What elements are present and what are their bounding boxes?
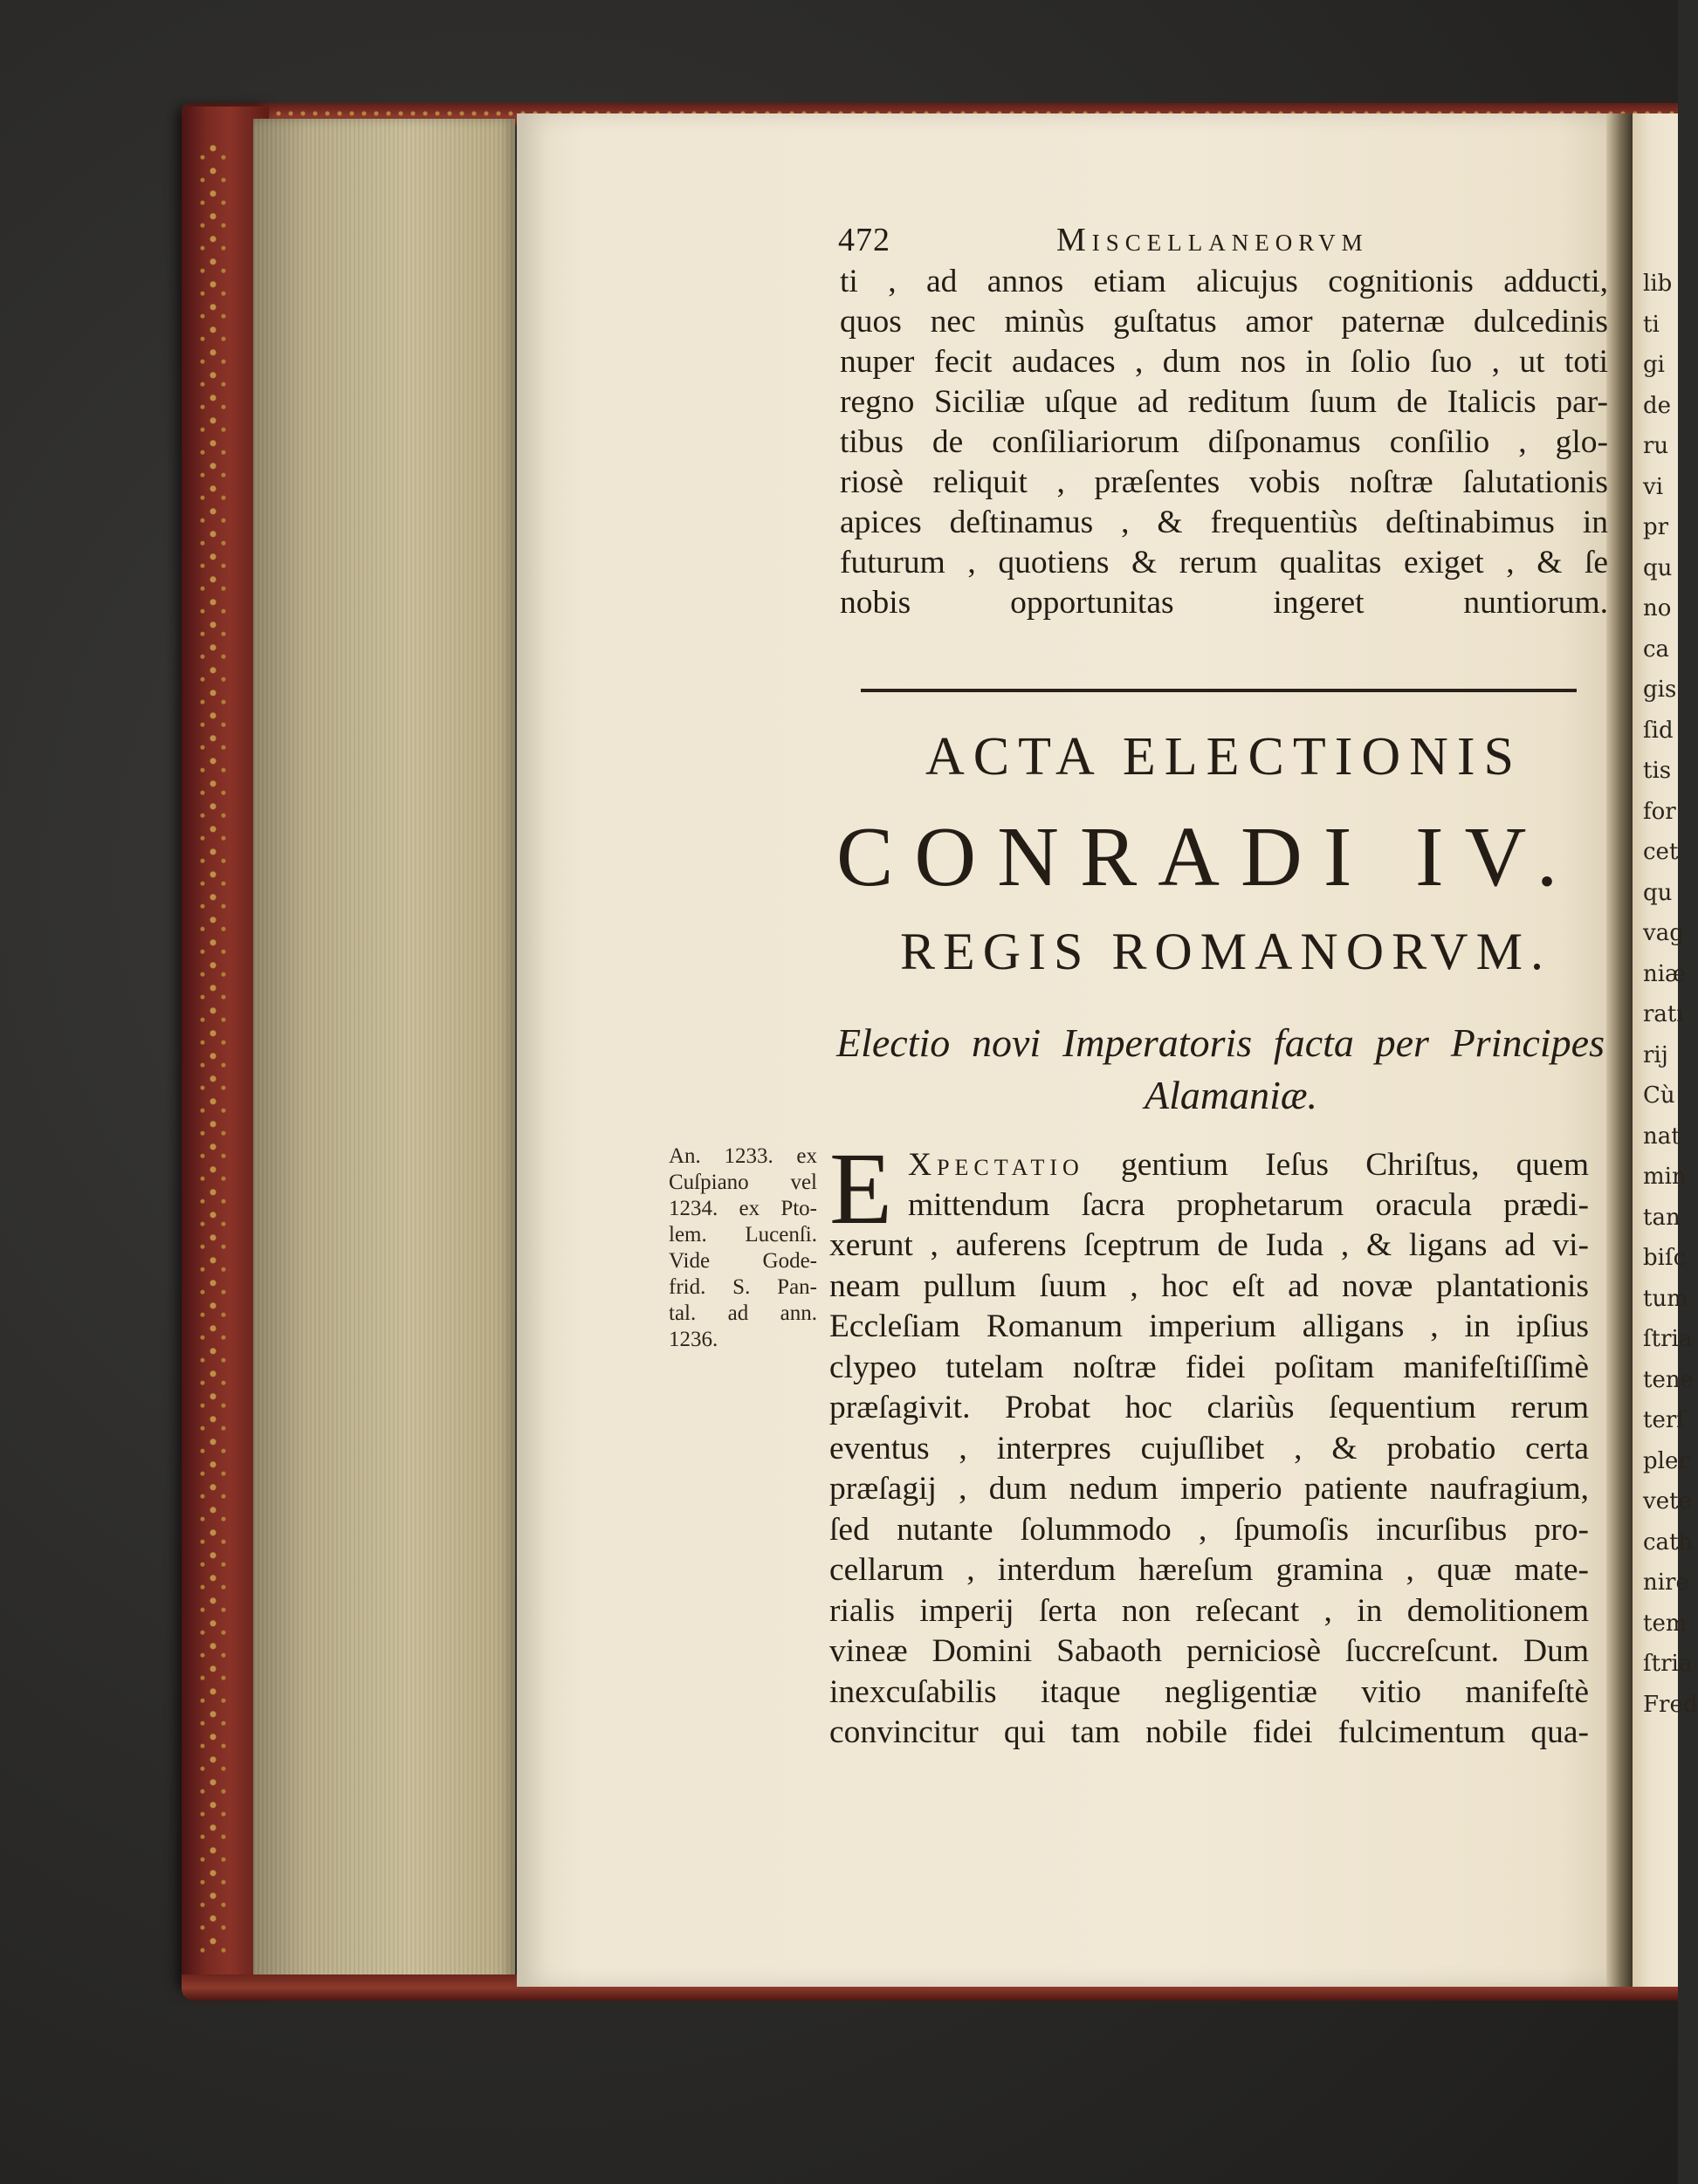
facing-page-fragment: vi	[1643, 473, 1664, 500]
facing-page-fragment: Fred	[1643, 1691, 1698, 1718]
facing-page-fragment: cet	[1643, 839, 1679, 865]
body-line: convincitur qui tam nobile fidei fulcimentum qua-	[829, 1714, 1589, 1750]
text-line: quos nec minùs guſtatus amor paternæ dulcedinis	[840, 304, 1608, 340]
body-line: rialis imperij ſerta non reſecant , in demolitionem	[829, 1592, 1589, 1629]
subtitle-line-2: Alamaniæ.	[1144, 1073, 1318, 1117]
facing-page-fragment: gi	[1643, 352, 1665, 378]
body-line: mittendum ſacra prophetarum oracula prædi-	[908, 1187, 1589, 1223]
facing-page-fragment: tene	[1643, 1366, 1694, 1393]
page-edges	[253, 119, 515, 1985]
facing-page-fragment: vag	[1643, 920, 1684, 946]
facing-page-fragment: biſc	[1643, 1245, 1687, 1271]
margin-note-line: 1236.	[669, 1328, 718, 1351]
facing-page	[1633, 113, 1698, 1987]
gilt-tooling	[196, 141, 230, 1957]
facing-page-fragment: rati	[1643, 1001, 1684, 1027]
page-gutter	[1606, 113, 1633, 1987]
body-line: xerunt , auferens ſceptrum de Iuda , & ligans ad vi-	[829, 1227, 1589, 1263]
facing-page-fragment: nat	[1643, 1123, 1681, 1150]
facing-page-fragment: ſtria	[1643, 1326, 1693, 1352]
text-line: nobis opportunitas ingeret nuntiorum.	[840, 585, 1608, 621]
running-title: Miscellaneorvm	[1056, 222, 1369, 258]
text-line: riosè reliquit , præſentes vobis noſtræ ſalutationis	[840, 464, 1608, 500]
body-line: vineæ Domini Sabaoth perniciosè ſuccreſcunt. Dum	[829, 1633, 1589, 1669]
body-line: inexcuſabilis itaque negligentiæ vitio manifeſtè	[829, 1673, 1589, 1710]
facing-page-fragment: for	[1643, 798, 1676, 825]
facing-page-fragment: tum	[1643, 1285, 1688, 1312]
running-head	[838, 221, 1467, 261]
facing-page-fragment: vete	[1643, 1488, 1692, 1514]
heading-line-3: REGIS ROMANORVM.	[900, 923, 1551, 980]
facing-page-fragment: gis	[1643, 676, 1677, 703]
body-line: præſagij , dum nedum imperio patiente naufragium,	[829, 1471, 1589, 1507]
body-line: Eccleſiam Romanum imperium alligans , in ipſius	[829, 1308, 1589, 1344]
margin-note-line: Vide Gode-	[669, 1249, 817, 1273]
text-line: apices deſtinamus , & frequentiùs deſtinabimus in	[840, 505, 1608, 540]
facing-page-fragment: ca	[1643, 635, 1670, 663]
section-rule	[861, 689, 1577, 692]
heading-line-2: CONRADI IV.	[836, 810, 1579, 904]
margin-note-line: tal. ad ann.	[669, 1301, 817, 1325]
facing-page-fragment: no	[1643, 595, 1672, 622]
facing-page-fragment: pr	[1643, 514, 1669, 540]
facing-page-fragment: niæ	[1643, 960, 1687, 987]
first-line-rest: gentium Ieſus Chriſtus, quem	[1121, 1147, 1589, 1183]
facing-page-fragment: nire	[1643, 1569, 1689, 1596]
body-line: ſed nutante ſolummodo , ſpumoſis incurſibus pro-	[829, 1511, 1589, 1548]
facing-page-fragment: tan	[1643, 1204, 1681, 1231]
facing-page-fragment: lib	[1643, 271, 1673, 297]
text-line: tibus de conſiliariorum diſponamus conſilio , glo-	[840, 424, 1608, 460]
facing-page-fragment: ti	[1643, 311, 1660, 338]
text-line: futurum , quotiens & rerum qualitas exiget , & ſe	[840, 545, 1608, 580]
drop-cap: E	[829, 1131, 893, 1246]
facing-page-fragment: cath	[1643, 1528, 1694, 1556]
margin-note-line: frid. S. Pan-	[669, 1275, 817, 1299]
margin-note-line: An. 1233. ex	[669, 1144, 817, 1168]
text-line: nuper fecit audaces , dum nos in ſolio ſuo , ut toti	[840, 344, 1608, 380]
subtitle-line-1: Electio novi Imperatoris facta per Principes	[836, 1020, 1605, 1065]
margin-note-line: Cuſpiano vel	[669, 1171, 817, 1194]
facing-page-fragment: qu	[1643, 879, 1673, 906]
facing-page-fragment: pler	[1643, 1447, 1689, 1474]
body-line: clypeo tutelam noſtræ fidei poſitam manifeſtiſſimè	[829, 1349, 1589, 1385]
body-first-line	[908, 1145, 1589, 1185]
facing-page-fragment: Cù	[1643, 1082, 1675, 1109]
facing-page-fragment: rij	[1643, 1041, 1668, 1068]
page-number: 472	[838, 222, 890, 258]
facing-page-fragment: ru	[1643, 433, 1669, 459]
facing-page-fragment: tis	[1643, 758, 1672, 784]
first-word: Xpectatio	[908, 1147, 1084, 1183]
text-line: ti , ad annos etiam alicujus cognitionis adducti,	[840, 264, 1608, 299]
text-line: regno Siciliæ uſque ad reditum ſuum de Italicis par-	[840, 384, 1608, 420]
facing-page-fragment: tem	[1643, 1610, 1688, 1637]
facing-page-fragment: terſ	[1643, 1407, 1685, 1433]
margin-note-line: lem. Lucenſi.	[669, 1223, 817, 1247]
body-line: cellarum , interdum hæreſum gramina , quæ mate-	[829, 1552, 1589, 1588]
facing-page-fragment: de	[1643, 392, 1672, 419]
facing-page-fragment: ſid	[1643, 717, 1674, 744]
facing-page-fragment: min	[1643, 1164, 1687, 1190]
margin-note-line: 1234. ex Pto-	[669, 1197, 817, 1220]
facing-page-fragment: ſtria	[1643, 1651, 1693, 1677]
facing-page-fragment: qu	[1643, 554, 1673, 581]
heading-line-1: ACTA ELECTIONIS	[925, 727, 1523, 786]
body-line: eventus , interpres cujuſlibet , & probatio certa	[829, 1430, 1589, 1466]
body-line: neam pullum ſuum , hoc eſt ad novæ plantationis	[829, 1267, 1589, 1304]
body-line: præſagivit. Probat hoc clariùs ſequentium rerum	[829, 1390, 1589, 1425]
